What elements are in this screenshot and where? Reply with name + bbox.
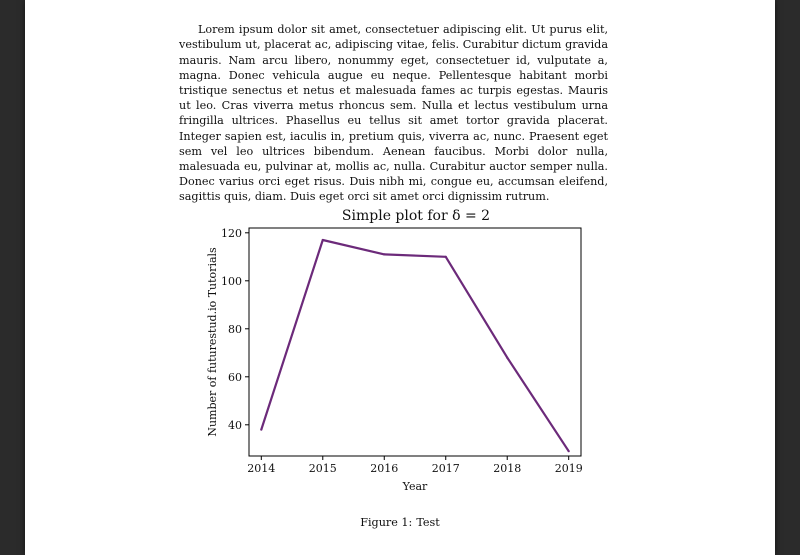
chart-title: Simple plot for δ = 2 bbox=[341, 208, 491, 224]
caption-text: Test bbox=[416, 516, 440, 529]
x-axis-label: Year bbox=[402, 480, 428, 493]
x-tick-label: 2016 bbox=[370, 462, 399, 475]
x-axis bbox=[247, 456, 582, 475]
data-point bbox=[383, 253, 385, 255]
series-line bbox=[261, 240, 568, 451]
x-tick-label: 2019 bbox=[554, 462, 583, 475]
data-point bbox=[568, 450, 570, 452]
y-tick-label: 80 bbox=[228, 322, 242, 336]
y-axis-label: Number of futurestud.io Tutorials bbox=[206, 247, 219, 437]
y-axis bbox=[221, 227, 249, 432]
body-paragraph: Lorem ipsum dolor sit amet, consectetuer adipiscing elit. Ut purus elit, vestibulum ut, placerat ac, adipiscing vitae, felis. Curabitur dictum gravida mauris. Nam arcu libero, nonummy eget, consectetuer id, vulputate a, magna. Donec vehicula augue eu neque. Pellentesque habitant morbi tristique senectus et netus et malesuada fames ac turpis egestas. Mauris ut leo. Cras viverra metus rhoncus sem. Nulla et lectus vestibulum urna fringilla ultrices. Phasellus eu tellus sit amet tortor gravida placerat. Integer sapien est, iaculis in, pretium quis, viverra ac, nunc. Praesent eget sem vel leo ultrices bibendum. Aenean faucibus. Morbi dolor nulla, malesuada eu, pulvinar at, mollis ac, nulla. Curabitur auctor semper nulla. Donec varius orci eget risus. Duis nibh mi, congue eu, accumsan eleifend, sagittis quis, diam. Duis eget orci sit amet orci dignissim rutrum. bbox=[179, 23, 608, 204]
caption-label: Figure 1: bbox=[360, 516, 413, 529]
y-tick-label: 40 bbox=[228, 418, 242, 432]
x-tick-label: 2015 bbox=[308, 462, 337, 475]
document-page bbox=[25, 0, 775, 555]
plot-frame bbox=[249, 228, 581, 456]
x-tick-label: 2014 bbox=[247, 462, 276, 475]
series-layer bbox=[260, 239, 570, 452]
x-tick-label: 2017 bbox=[431, 462, 460, 475]
x-tick-label: 2018 bbox=[493, 462, 522, 475]
y-tick-label: 100 bbox=[221, 274, 242, 288]
data-point bbox=[322, 239, 324, 241]
data-point bbox=[260, 429, 262, 431]
y-tick-label: 60 bbox=[228, 370, 242, 384]
figure-caption bbox=[25, 516, 775, 529]
line-chart bbox=[25, 0, 775, 520]
y-tick-label: 120 bbox=[221, 226, 242, 240]
data-point bbox=[445, 256, 447, 258]
data-point bbox=[506, 357, 508, 359]
